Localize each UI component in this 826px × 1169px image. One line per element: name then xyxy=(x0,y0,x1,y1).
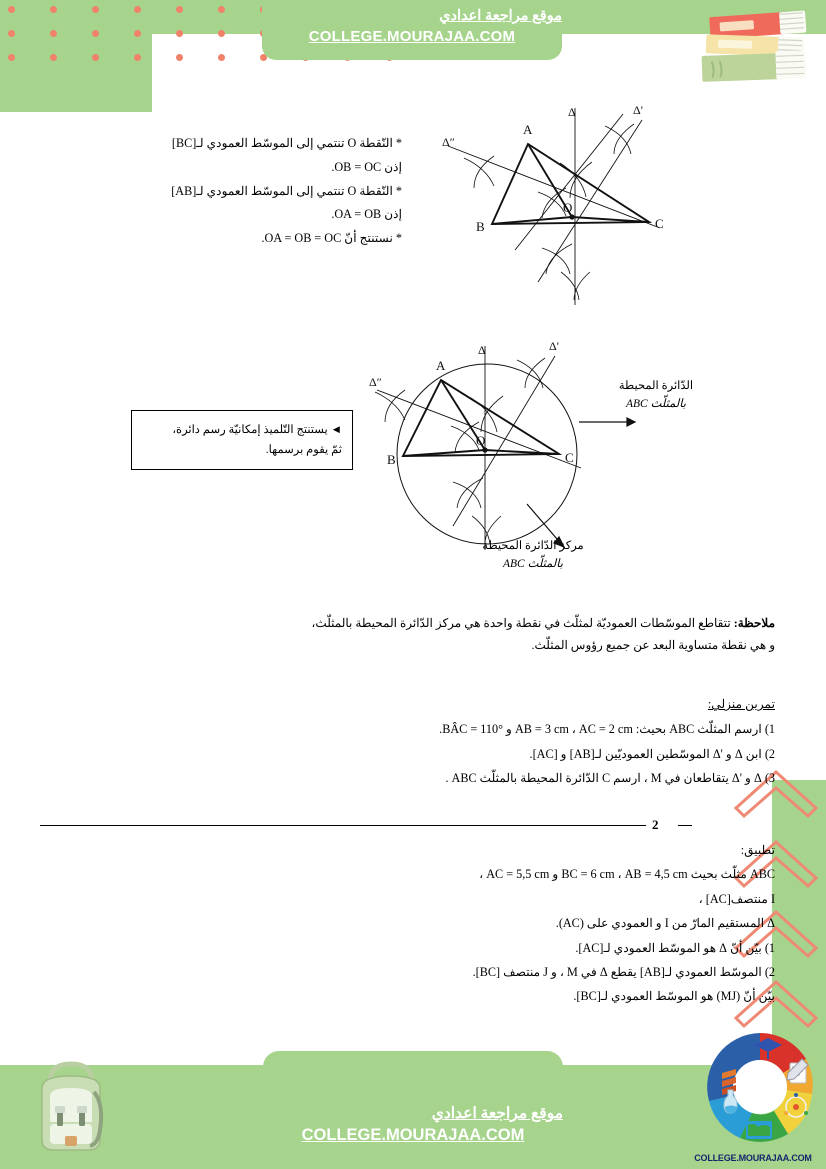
application-section xyxy=(190,838,775,1009)
logo-caption: COLLEGE.MOURAJAA.COM xyxy=(694,1153,812,1163)
backpack-icon xyxy=(28,1052,114,1157)
decor-dot xyxy=(218,30,225,37)
decor-dot xyxy=(176,30,183,37)
application-line: Δ المستقيم المارّ من I و العمودي على (AC). xyxy=(555,916,775,931)
vertex-label-B: B xyxy=(387,452,396,467)
bisector-label-delta-dprime: Δ″ xyxy=(369,375,382,389)
decor-dot xyxy=(8,54,15,61)
bisector-label-delta-dprime: Δ″ xyxy=(442,135,455,149)
point-label-O: O xyxy=(476,433,486,448)
decor-dot xyxy=(134,6,141,13)
homework-item: 2) ابن Δ و 'Δ الموسّطين العموديّين لـ[AB] و [AC]. xyxy=(529,746,775,761)
vertex-label-C: C xyxy=(565,450,574,465)
bisector-label-delta: Δ xyxy=(568,105,576,119)
application-line: 1) بيّن أنّ Δ هو الموسّط العمودي لـ[AC]. xyxy=(575,940,775,955)
bisector-label-delta: Δ xyxy=(478,343,486,357)
decor-dot xyxy=(176,54,183,61)
education-ring-logo-icon xyxy=(702,1029,818,1145)
proof-line: إذن OA = OB. xyxy=(331,207,402,222)
decor-dot xyxy=(8,30,15,37)
decor-dot xyxy=(176,6,183,13)
bisector-label-delta-prime: Δ' xyxy=(549,339,559,353)
books-stack-icon xyxy=(696,8,816,90)
proof-line: * النّقطة O تنتمي إلى الموسّط العمودي لـ[AB] xyxy=(171,183,402,198)
annotation-line: بالمثلّث ABC xyxy=(502,557,564,570)
annotation-line: مركز الدّائرة المحيطة xyxy=(482,540,584,552)
vertex-label-C: C xyxy=(655,216,664,231)
remark-label: ملاحظة: xyxy=(733,616,775,630)
decor-dot xyxy=(134,54,141,61)
application-line: بيّن أنّ (MJ) هو الموسّط العمودي لـ[BC]. xyxy=(573,989,775,1004)
header-url: COLLEGE.MOURAJAA.COM xyxy=(308,28,516,45)
proof-line: إذن OB = OC. xyxy=(331,159,402,174)
annotation-circle-center xyxy=(438,538,628,574)
vertex-label-A: A xyxy=(523,122,533,137)
application-line: I منتصف[AC] ، xyxy=(698,891,775,906)
decor-dot xyxy=(50,6,57,13)
decor-dot xyxy=(134,30,141,37)
rule-dash xyxy=(678,825,692,826)
proof-text-block xyxy=(130,132,402,251)
note-line: ثمّ يقوم برسمها. xyxy=(265,444,342,457)
footer-title: موقع مراجعة اعدادي xyxy=(431,1105,563,1122)
decor-dot xyxy=(218,6,225,13)
vertex-label-B: B xyxy=(476,219,485,234)
circumscribed-circle-diagram xyxy=(345,328,645,573)
decor-dot xyxy=(218,54,225,61)
decor-dot xyxy=(50,30,57,37)
decor-dot xyxy=(92,54,99,61)
proof-line: * النّقطة O تنتمي إلى الموسّط العمودي لـ[BC] xyxy=(171,136,402,150)
rule-line xyxy=(40,825,646,826)
decor-dot xyxy=(92,6,99,13)
homework-section xyxy=(190,692,775,791)
remark-line-2: و هي نقطة متساوية البعد عن جميع رؤوس المثلّث. xyxy=(531,638,775,653)
application-line: 2) الموسّط العمودي لـ[AB] يقطع Δ في M ، و J منتصف [BC]. xyxy=(472,965,775,980)
application-header: تطبيق: xyxy=(740,843,775,857)
annotation-line: الدّائرة المحيطة xyxy=(618,380,694,392)
homework-header: تمرين منزلي: xyxy=(707,697,775,711)
header-title: موقع مراجعة اعدادي xyxy=(439,8,562,24)
homework-item: 1) ارسم المثلّث ABC بحيث: AB = 3 cm ، AC = 2 cm و BÂC = 110°. xyxy=(439,722,775,737)
footer-url: COLLEGE.MOURAJAA.COM xyxy=(301,1126,525,1144)
annotation-line: بالمثلّث ABC xyxy=(625,397,687,410)
teacher-note-box xyxy=(131,410,353,470)
decor-dot xyxy=(8,6,15,13)
decor-dot xyxy=(50,54,57,61)
bisector-label-delta-prime: Δ' xyxy=(633,103,643,117)
footer-banner-tab xyxy=(263,1051,563,1103)
proof-line: * نستنتج أنّ OA = OB = OC. xyxy=(261,231,402,246)
homework-item: 3) Δ و 'Δ يتقاطعان في M ، ارسم C الدّائرة المحيطة بالمثلّث ABC . xyxy=(445,771,775,786)
annotation-circumscribed-circle xyxy=(592,378,720,414)
application-line: ABC مثلّث بحيث BC = 6 cm ، AB = 4,5 cm و AC = 5,5 cm ، xyxy=(479,867,775,882)
note-line: ◄ يستنتج التّلميذ إمكانيّة رسم دائرة، xyxy=(172,424,342,436)
remark-line-1: تتقاطع الموسّطات العموديّة لمثلّث في نقطة واحدة هي مركز الدّائرة المحيطة بالمثلّث، xyxy=(311,616,734,630)
page-number: 2 xyxy=(652,817,659,832)
triangle-perpendicular-bisectors-diagram xyxy=(420,100,710,315)
vertex-label-A: A xyxy=(436,358,446,373)
decor-dot xyxy=(92,30,99,37)
remark-paragraph xyxy=(190,612,775,656)
point-label-O: O xyxy=(563,200,573,215)
page-footer-rule xyxy=(40,817,785,833)
